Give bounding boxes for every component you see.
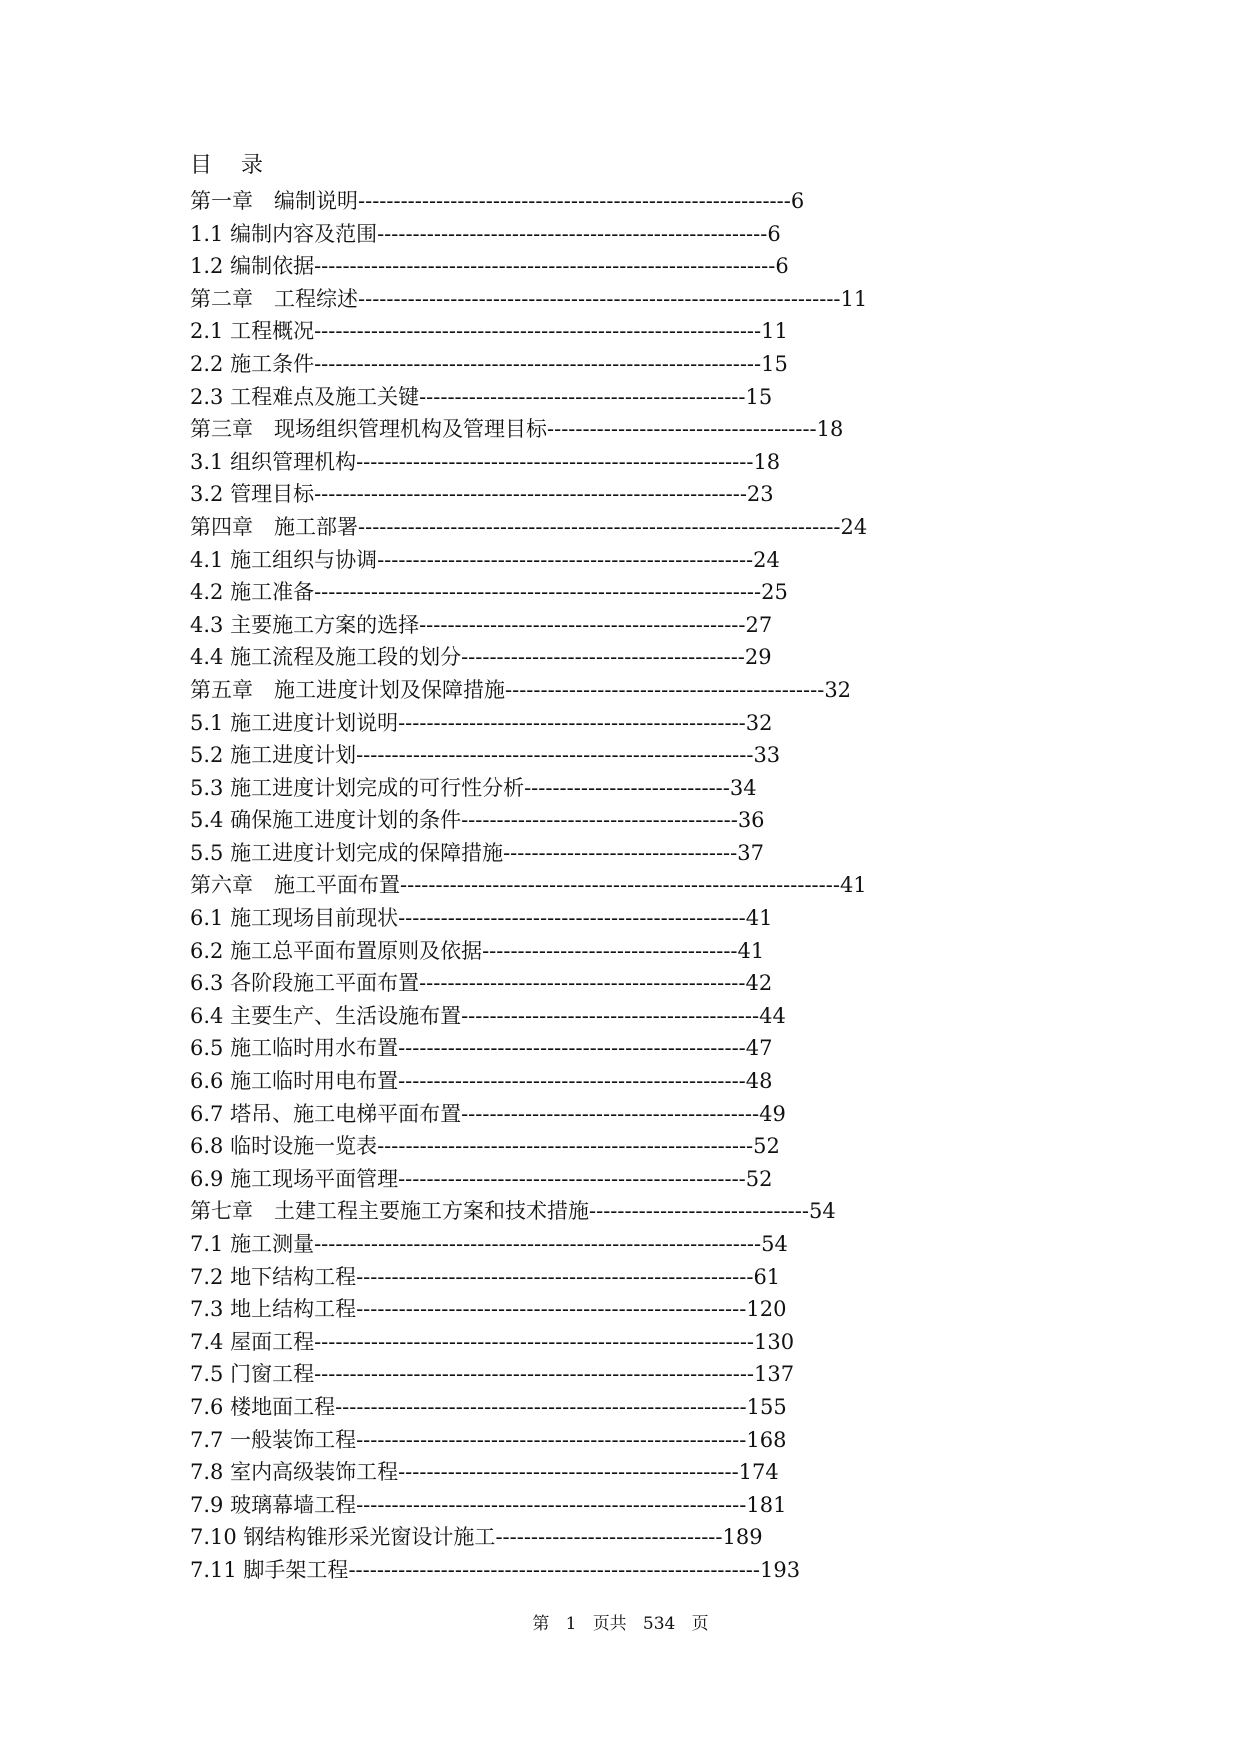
toc-entry-label: 5.2 施工进度计划	[190, 743, 357, 768]
toc-dot-leader: --------------------------------------------------------------	[400, 873, 840, 898]
toc-entry-label: 5.3 施工进度计划完成的可行性分析	[190, 775, 525, 800]
toc-entry	[190, 869, 867, 902]
toc-dot-leader: ---------------------------------------------------------------	[314, 1232, 762, 1256]
toc-entry-page: 193	[760, 1557, 801, 1582]
toc-dot-leader: --------------------------------------------------------	[356, 743, 754, 768]
toc-entry-label: 第三章 现场组织管理机构及管理目标	[190, 417, 547, 442]
toc-dot-leader: ----------------------------------------------	[419, 384, 746, 409]
toc-entry-page: 6	[767, 221, 781, 246]
toc-entry-page: 23	[746, 482, 774, 507]
toc-entry-label: 2.1 工程概况	[190, 319, 315, 344]
toc-dot-leader: -----------------------------------------------------	[377, 547, 754, 572]
toc-dot-leader: ---------------------------------------------------------------	[314, 351, 762, 376]
toc-entry-label: 4.2 施工准备	[190, 580, 315, 605]
toc-dot-leader: --------------------------------------------------------------------	[358, 514, 841, 539]
toc-entry-page: 24	[753, 547, 780, 572]
toc-entry-page: 29	[744, 645, 772, 670]
toc-dot-leader: -------------------------------	[589, 1199, 809, 1224]
toc-dot-leader: -------------------------------------------------------------	[358, 189, 791, 213]
toc-entry-label: 7.1 施工测量	[190, 1232, 315, 1256]
toc-entry-label: 1.2 编制依据	[190, 254, 315, 279]
toc-entry-label: 2.2 施工条件	[190, 351, 315, 376]
toc-entry	[190, 283, 867, 316]
toc-entry-label: 6.3 各阶段施工平面布置	[190, 971, 420, 996]
toc-entry-page: 33	[753, 743, 781, 768]
toc-entry-page: 15	[761, 351, 788, 376]
toc-entry-label: 5.5 施工进度计划完成的保障措施	[190, 840, 504, 865]
toc-dot-leader: -------------------------------------------------	[398, 906, 746, 931]
toc-entry	[190, 413, 867, 446]
toc-entry-label: 7.4 屋面工程	[190, 1329, 315, 1354]
toc-entry-label: 3.2 管理目标	[190, 482, 315, 507]
toc-entry-page: 130	[754, 1329, 795, 1354]
toc-dot-leader: ------------------------------------------	[461, 1101, 760, 1126]
toc-entry-page: 54	[808, 1199, 836, 1224]
toc-entry-label: 4.1 施工组织与协调	[190, 547, 378, 572]
toc-entry	[190, 1163, 867, 1196]
toc-entry	[190, 641, 867, 674]
toc-entry-label: 7.5 门窗工程	[190, 1362, 315, 1387]
toc-entry-page: 25	[761, 580, 788, 605]
toc-entry-label: 7.3 地上结构工程	[190, 1297, 357, 1322]
toc-entry	[190, 511, 867, 544]
toc-entry-label: 7.10 钢结构锥形采光窗设计施工	[190, 1525, 496, 1550]
toc-dot-leader: -------------------------------------------------	[398, 1166, 746, 1191]
toc-entry-page: 44	[759, 1003, 786, 1028]
toc-dot-leader: --------------------------------------------------------------------	[358, 286, 841, 311]
toc-dot-leader: -------------------------------------------------------	[356, 1297, 747, 1322]
toc-entry	[190, 1554, 867, 1587]
toc-dot-leader: ----------------------------------------------	[419, 971, 746, 996]
toc-entry	[190, 1489, 867, 1522]
toc-entry	[190, 1521, 867, 1554]
toc-entry-page: 11	[761, 319, 788, 344]
toc-entry	[190, 674, 867, 707]
toc-entry-label: 6.2 施工总平面布置原则及依据	[190, 938, 483, 963]
toc-entry-page: 11	[840, 286, 868, 311]
toc-dot-leader: ---------------------------------------------	[505, 677, 825, 702]
toc-entry	[190, 902, 867, 935]
toc-entry-label: 第四章 施工部署	[190, 514, 358, 539]
toc-entry	[190, 1261, 867, 1294]
toc-entry-page: 6	[775, 254, 789, 279]
toc-entry-page: 27	[745, 612, 773, 637]
toc-entry	[190, 1130, 867, 1163]
table-of-contents	[190, 185, 867, 1587]
toc-entry	[190, 967, 867, 1000]
toc-entry-page: 49	[759, 1101, 786, 1126]
toc-entry	[190, 1391, 867, 1424]
toc-entry-label: 6.8 临时设施一览表	[190, 1134, 378, 1159]
toc-entry-page: 18	[753, 449, 781, 474]
toc-entry-page: 36	[737, 808, 765, 833]
toc-entry-page: 120	[746, 1297, 787, 1322]
toc-entry	[190, 1228, 867, 1261]
toc-entry-page: 174	[738, 1460, 779, 1485]
toc-entry	[190, 381, 867, 414]
toc-entry	[190, 446, 867, 479]
toc-entry-label: 7.2 地下结构工程	[190, 1264, 357, 1289]
toc-entry	[190, 1456, 867, 1489]
toc-entry-page: 41	[839, 873, 867, 898]
toc-entry-label: 4.3 主要施工方案的选择	[190, 612, 420, 637]
toc-entry-label: 4.4 施工流程及施工段的划分	[190, 645, 462, 670]
toc-entry-label: 5.4 确保施工进度计划的条件	[190, 808, 462, 833]
toc-entry-label: 1.1 编制内容及范围	[190, 221, 378, 246]
toc-dot-leader: ----------------------------------------------------------	[335, 1394, 747, 1419]
toc-entry-label: 6.5 施工临时用水布置	[190, 1036, 399, 1061]
toc-entry-label: 6.6 施工临时用电布置	[190, 1069, 399, 1094]
toc-entry	[190, 609, 867, 642]
toc-entry-page: 52	[745, 1166, 773, 1191]
toc-dot-leader: -----------------------------------------------------------------	[314, 254, 776, 279]
toc-dot-leader: ---------------------------------------------------------------	[314, 319, 762, 344]
toc-dot-leader: -------------------------------------------------	[398, 710, 746, 735]
toc-dot-leader: --------------------------------	[495, 1525, 723, 1550]
toc-dot-leader: --------------------------------------------------------------	[314, 1362, 755, 1387]
toc-dot-leader: ------------------------------------------------	[398, 1460, 739, 1485]
footer-current-page: 1	[565, 1614, 577, 1634]
footer-total-pages: 534	[642, 1614, 676, 1634]
toc-entry-label: 6.4 主要生产、生活设施布置	[190, 1003, 462, 1028]
toc-entry	[190, 772, 867, 805]
toc-entry	[190, 348, 867, 381]
toc-entry-label: 第一章 编制说明	[190, 189, 358, 213]
toc-dot-leader: ---------------------------------	[503, 840, 738, 865]
toc-dot-leader: ---------------------------------------	[461, 808, 738, 833]
toc-entry-label: 3.1 组织管理机构	[190, 449, 357, 474]
toc-entry-label: 第五章 施工进度计划及保障措施	[190, 677, 505, 702]
toc-dot-leader: -------------------------------------------------------	[356, 1427, 747, 1452]
toc-entry-label: 6.1 施工现场目前现状	[190, 906, 399, 931]
toc-entry	[190, 739, 867, 772]
toc-entry-page: 41	[745, 906, 773, 931]
toc-entry-label: 7.8 室内高级装饰工程	[190, 1460, 399, 1485]
toc-dot-leader: ------------------------------------------	[461, 1003, 760, 1028]
toc-entry	[190, 804, 867, 837]
toc-dot-leader: --------------------------------------------------------	[356, 1264, 754, 1289]
toc-entry	[190, 837, 867, 870]
toc-entry-page: 32	[745, 710, 773, 735]
toc-entry	[190, 576, 867, 609]
page-footer	[0, 1612, 1241, 1636]
toc-entry	[190, 1293, 867, 1326]
footer-prefix: 第	[532, 1614, 550, 1634]
toc-entry-page: 41	[737, 938, 765, 963]
toc-entry	[190, 935, 867, 968]
toc-entry	[190, 1065, 867, 1098]
toc-entry-page: 24	[840, 514, 868, 539]
toc-entry-label: 7.9 玻璃幕墙工程	[190, 1492, 357, 1517]
toc-entry-label: 第六章 施工平面布置	[190, 873, 400, 898]
toc-entry-label: 2.3 工程难点及施工关键	[190, 384, 420, 409]
toc-dot-leader: --------------------------------------------------------------	[314, 1329, 755, 1354]
toc-entry-page: 155	[746, 1394, 787, 1419]
toc-entry-page: 189	[722, 1525, 763, 1550]
toc-dot-leader: --------------------------------------------------------	[356, 449, 754, 474]
toc-entry-label: 7.7 一般装饰工程	[190, 1427, 357, 1452]
toc-entry-page: 42	[745, 971, 773, 996]
toc-entry-page: 52	[753, 1134, 780, 1159]
toc-entry-page: 61	[753, 1264, 781, 1289]
toc-entry-page: 37	[737, 840, 764, 865]
toc-dot-leader: -------------------------------------------------	[398, 1069, 746, 1094]
toc-entry-page: 168	[746, 1427, 787, 1452]
toc-dot-leader: ----------------------------------------------	[419, 612, 746, 637]
toc-dot-leader: ----------------------------------------------------------	[348, 1557, 760, 1582]
toc-title: 目 录	[190, 153, 263, 178]
toc-entry	[190, 478, 867, 511]
toc-dot-leader: -----------------------------	[524, 775, 730, 800]
toc-entry-page: 54	[761, 1232, 788, 1256]
toc-entry-page: 34	[729, 775, 757, 800]
toc-entry	[190, 707, 867, 740]
toc-entry-label: 6.7 塔吊、施工电梯平面布置	[190, 1101, 462, 1126]
toc-entry	[190, 315, 867, 348]
footer-suffix: 页	[691, 1614, 709, 1634]
footer-middle: 页共	[592, 1614, 627, 1634]
toc-entry	[190, 1424, 867, 1457]
toc-dot-leader: -------------------------------------------------------------	[314, 482, 747, 507]
toc-entry	[190, 1195, 867, 1228]
toc-dot-leader: --------------------------------------	[547, 417, 817, 442]
toc-entry-page: 15	[745, 384, 773, 409]
toc-dot-leader: -------------------------------------------------	[398, 1036, 746, 1061]
toc-entry-page: 48	[745, 1069, 773, 1094]
toc-entry	[190, 1000, 867, 1033]
toc-entry	[190, 218, 867, 251]
toc-entry-page: 32	[824, 677, 852, 702]
toc-dot-leader: ------------------------------------	[482, 938, 738, 963]
toc-entry	[190, 1032, 867, 1065]
toc-entry-page: 181	[746, 1492, 787, 1517]
toc-entry-page: 6	[790, 189, 805, 213]
toc-entry	[190, 1326, 867, 1359]
toc-dot-leader: ---------------------------------------------------------------	[314, 580, 762, 605]
toc-entry	[190, 544, 867, 577]
toc-entry-label: 第二章 工程综述	[190, 286, 358, 311]
toc-entry-label: 7.11 脚手架工程	[190, 1557, 349, 1582]
toc-entry-label: 第七章 土建工程主要施工方案和技术措施	[190, 1199, 589, 1224]
toc-entry	[190, 185, 867, 218]
toc-entry-page: 47	[745, 1036, 773, 1061]
toc-entry-page: 18	[816, 417, 844, 442]
toc-entry	[190, 1098, 867, 1131]
toc-dot-leader: -------------------------------------------------------	[377, 221, 768, 246]
toc-entry	[190, 1358, 867, 1391]
toc-dot-leader: -------------------------------------------------------	[356, 1492, 747, 1517]
toc-entry-label: 5.1 施工进度计划说明	[190, 710, 399, 735]
toc-entry-label: 7.6 楼地面工程	[190, 1394, 336, 1419]
toc-dot-leader: ----------------------------------------	[461, 645, 745, 670]
toc-dot-leader: -----------------------------------------------------	[377, 1134, 754, 1159]
toc-entry-label: 6.9 施工现场平面管理	[190, 1166, 399, 1191]
toc-entry	[190, 250, 867, 283]
toc-entry-page: 137	[754, 1362, 795, 1387]
